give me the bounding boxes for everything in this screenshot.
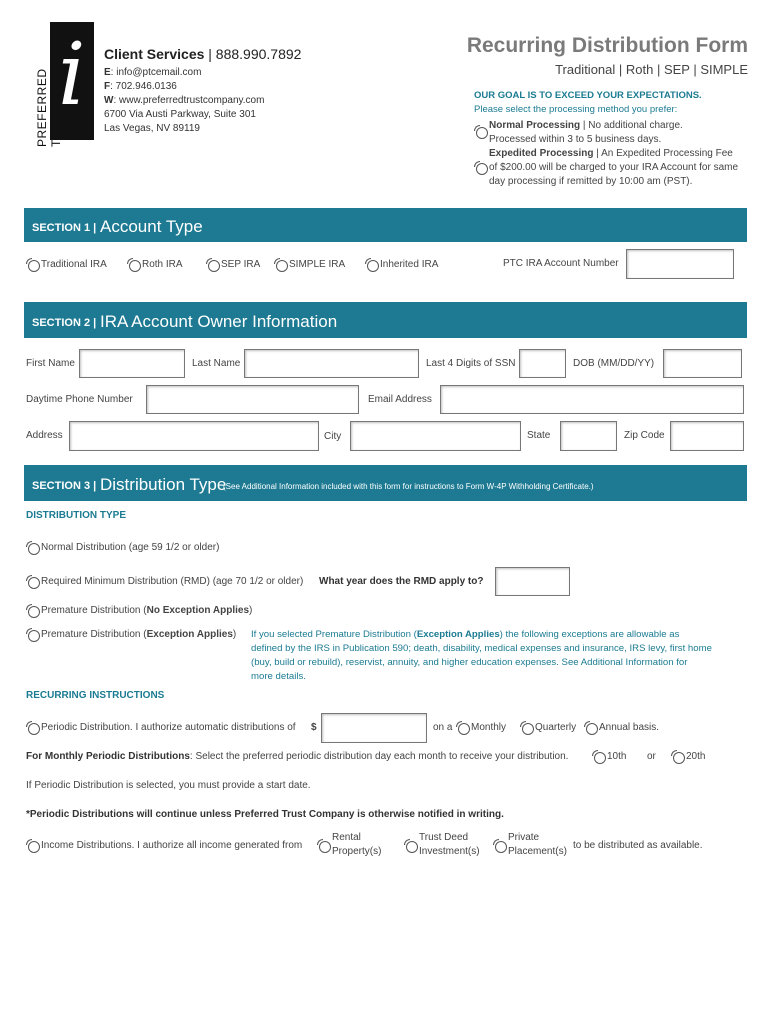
section2-title: IRA Account Owner Information bbox=[100, 312, 338, 331]
first-name-input[interactable] bbox=[79, 349, 185, 378]
section1-title: Account Type bbox=[100, 217, 203, 236]
day-10th-radio[interactable] bbox=[594, 752, 606, 764]
premature-exception-radio[interactable] bbox=[28, 630, 40, 642]
section1-number: SECTION 1 | bbox=[32, 222, 97, 234]
account-type-inherited-radio[interactable] bbox=[367, 260, 379, 272]
contact-address1: 6700 Via Austi Parkway, Suite 301 bbox=[104, 109, 256, 120]
email-label: Email Address bbox=[368, 394, 432, 405]
on-a-label: on a bbox=[433, 722, 453, 733]
trust-deed-radio[interactable] bbox=[406, 841, 418, 853]
or-label: or bbox=[647, 751, 656, 762]
address-input[interactable] bbox=[69, 421, 319, 451]
normal-processing-radio[interactable] bbox=[476, 127, 488, 139]
day-10th-label: 10th bbox=[607, 751, 627, 762]
premature-no-exception-radio[interactable] bbox=[28, 606, 40, 618]
last-name-label: Last Name bbox=[192, 358, 241, 369]
periodic-distribution-label: Periodic Distribution. I authorize automatic distributions of bbox=[41, 722, 296, 733]
form-subtitle: Traditional | Roth | SEP | SIMPLE bbox=[555, 62, 748, 77]
zip-input[interactable] bbox=[670, 421, 744, 451]
dob-input[interactable] bbox=[663, 349, 742, 378]
contact-fax: F: 702.946.0136 bbox=[104, 81, 177, 92]
contact-email: E: info@ptcemail.com bbox=[104, 67, 202, 78]
address-label: Address bbox=[26, 430, 63, 441]
recurring-instructions-heading: RECURRING INSTRUCTIONS bbox=[26, 690, 165, 701]
section3-header bbox=[24, 465, 747, 501]
account-type-sep-radio[interactable] bbox=[208, 260, 220, 272]
normal-processing-label: Normal Processing | No additional charge. Processed within 3 to 5 business days. bbox=[489, 120, 683, 145]
account-type-inherited-label: Inherited IRA bbox=[380, 259, 439, 270]
phone-label: Daytime Phone Number bbox=[26, 394, 133, 405]
annual-radio[interactable] bbox=[586, 723, 598, 735]
ssn-label: Last 4 Digits of SSN bbox=[426, 358, 516, 369]
account-type-roth-label: Roth IRA bbox=[142, 259, 183, 270]
logo-letter: i bbox=[58, 25, 86, 125]
ssn-input[interactable] bbox=[519, 349, 566, 378]
annual-label: Annual basis. bbox=[599, 722, 660, 733]
income-distribution-radio[interactable] bbox=[28, 841, 40, 853]
contact-address2: Las Vegas, NV 89119 bbox=[104, 123, 200, 134]
quarterly-label: Quarterly bbox=[535, 722, 577, 733]
periodic-amount-input[interactable] bbox=[321, 713, 427, 743]
to-be-distributed-label: to be distributed as available. bbox=[573, 840, 703, 851]
account-number-label: PTC IRA Account Number bbox=[503, 258, 619, 269]
contact-title bbox=[104, 46, 301, 62]
section2-header bbox=[24, 302, 747, 338]
exception-note: If you selected Premature Distribution (Exception Applies) the following exceptions are allowable as defined by the IRS in Publication 590; death, disability, medical expenses and insurance, IRS levy, first home (buy, build or rebuild), reservist, annuity, and higher education expenses. See Additional Information for more details. bbox=[251, 629, 712, 682]
state-label: State bbox=[527, 430, 551, 441]
phone-input[interactable] bbox=[146, 385, 359, 414]
rmd-year-input[interactable] bbox=[495, 567, 570, 596]
client-services-phone: | 888.990.7892 bbox=[208, 46, 302, 62]
trust-deed-label: Trust Deed Investment(s) bbox=[419, 832, 480, 857]
contact-web: W: www.preferredtrustcompany.com bbox=[104, 95, 265, 106]
rmd-radio[interactable] bbox=[28, 577, 40, 589]
logo-block bbox=[50, 22, 94, 140]
normal-distribution-radio[interactable] bbox=[28, 543, 40, 555]
dollar-sign: $ bbox=[311, 722, 317, 733]
monthly-label: Monthly bbox=[471, 722, 507, 733]
account-type-traditional-label: Traditional IRA bbox=[41, 259, 107, 270]
goal-text: OUR GOAL IS TO EXCEED YOUR EXPECTATIONS. bbox=[474, 90, 702, 101]
rmd-label: Required Minimum Distribution (RMD) (age 70 1/2 or older) bbox=[41, 576, 304, 587]
section3-note: (See Additional Information included with this form for instructions to Form W-4P Withholding Certificate.) bbox=[223, 482, 594, 491]
first-name-label: First Name bbox=[26, 358, 75, 369]
income-distribution-label: Income Distributions. I authorize all income generated from bbox=[41, 840, 303, 851]
expedited-processing-label: Expedited Processing | An Expedited Processing Fee of $200.00 will be charged to your IRA Account for same day processing if remitted by 10:00 am (PST). bbox=[489, 148, 739, 187]
account-type-simple-radio[interactable] bbox=[276, 260, 288, 272]
private-placement-radio[interactable] bbox=[495, 841, 507, 853]
state-input[interactable] bbox=[560, 421, 617, 451]
dob-label: DOB (MM/DD/YY) bbox=[573, 358, 655, 369]
account-number-input[interactable] bbox=[626, 249, 734, 279]
section3-number: SECTION 3 | bbox=[32, 480, 97, 492]
account-type-traditional-radio[interactable] bbox=[28, 260, 40, 272]
last-name-input[interactable] bbox=[244, 349, 419, 378]
continue-note: *Periodic Distributions will continue unless Preferred Trust Company is otherwise notified in writing. bbox=[26, 809, 504, 820]
section3-title: Distribution Type bbox=[100, 475, 227, 494]
contact-details bbox=[104, 66, 264, 136]
day-20th-radio[interactable] bbox=[673, 752, 685, 764]
premature-no-exception-label: Premature Distribution (No Exception Applies) bbox=[41, 605, 253, 616]
section1-header bbox=[24, 208, 747, 242]
account-type-roth-radio[interactable] bbox=[129, 260, 141, 272]
section2-number: SECTION 2 | bbox=[32, 317, 97, 329]
rental-property-label: Rental Property(s) bbox=[332, 832, 382, 857]
rmd-question: What year does the RMD apply to? bbox=[319, 576, 484, 587]
client-services-label: Client Services bbox=[104, 46, 205, 62]
account-type-simple-label: SIMPLE IRA bbox=[289, 259, 346, 270]
start-date-text: If Periodic Distribution is selected, you must provide a start date. bbox=[26, 780, 311, 791]
account-type-sep-label: SEP IRA bbox=[221, 259, 261, 270]
logo-vertical-text: PREFERRED bbox=[35, 68, 49, 147]
quarterly-radio[interactable] bbox=[522, 723, 534, 735]
email-input[interactable] bbox=[440, 385, 744, 414]
monthly-radio[interactable] bbox=[458, 723, 470, 735]
periodic-distribution-radio[interactable] bbox=[28, 723, 40, 735]
city-input[interactable] bbox=[350, 421, 521, 451]
distribution-type-heading: DISTRIBUTION TYPE bbox=[26, 510, 127, 521]
premature-exception-label: Premature Distribution (Exception Applies) bbox=[41, 629, 237, 640]
zip-label: Zip Code bbox=[624, 430, 665, 441]
normal-distribution-label: Normal Distribution (age 59 1/2 or older) bbox=[41, 542, 220, 553]
rental-property-radio[interactable] bbox=[319, 841, 331, 853]
select-method-text: Please select the processing method you prefer: bbox=[474, 104, 678, 115]
monthly-periodic-text: For Monthly Periodic Distributions: Select the preferred periodic distribution day each month to receive your distribution. bbox=[26, 751, 569, 762]
day-20th-label: 20th bbox=[686, 751, 706, 762]
private-placement-label: Private Placement(s) bbox=[508, 832, 567, 857]
logo bbox=[28, 22, 94, 147]
form-title: Recurring Distribution Form bbox=[466, 34, 748, 57]
expedited-processing-radio[interactable] bbox=[476, 163, 488, 175]
city-label: City bbox=[324, 431, 342, 442]
